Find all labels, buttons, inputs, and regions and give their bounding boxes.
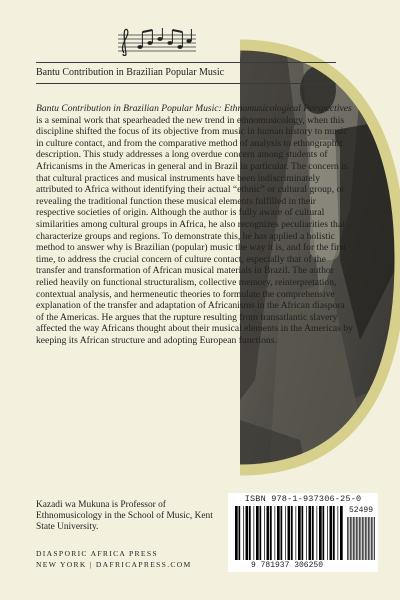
barcode-bar [275,506,276,560]
barcode-bar [370,517,371,560]
barcode-bar [309,506,312,560]
barcode-bar [330,506,333,560]
barcode-bar [285,506,286,560]
barcode-bar [306,506,307,560]
barcode-bar [355,517,356,560]
barcode-number: 9 781937 306250 [250,561,323,570]
author-bio-text: Kazadi wa Mukuna is Professor of Ethnomusicology in the School of Music, Kent State University. [36,500,213,533]
barcode-bar [323,506,325,560]
barcode-bar [277,506,280,560]
barcode-bar [264,506,265,560]
description [36,103,354,346]
barcode-bar [358,517,359,560]
description-text: is a seminal work that spearheaded the new trend in ethnomusicology, when this discipline shifted the focus of its objective from music in human history to music in culture contact, and from the comparative method of analysis to ethnographic description. This study addresses a long overdue concern among students of Africanisms in the Americas in general and in Brazil in particular. The concern is that cultural practices and musical instruments have been indiscriminately attributed to Africa without identifying their actual “ethnic” or cultural group, or revealing the traditional function these musical elements fulfilled in their respective societies of origin. Although the author is fully aware of cultural similarities among cultural groups in Africa, he also recognizes peculiarities that characterize groups and regions. To demonstrate this, he has applied a holistic method to answer why is Brazilian (popular) music the way it is, and for the first time, to address the crucial concern of culture contact, especially that of the transfer and transformation of African musical materials in Brazil. The author relied heavily on functional structuralism, collective memory, reinterpretation, contextual analysis, and hermeneutic theories to formulate the comprehensive explanation of the transfer and adaptation of Africanisms in the African diaspora of the Americas. He argues that the rupture resulting from transatlantic slavery affected the way Africans thought about their musical elements in the Americas by keeping its African structure and adopting European functions. [36,114,353,346]
barcode-bar [356,517,357,560]
barcode-bar [359,517,360,560]
barcode-bar [349,517,350,560]
barcode-bar [327,506,328,560]
barcode-bar [350,517,351,560]
barcode-bar [270,506,272,560]
barcode-bar [302,506,304,560]
barcode-bar [267,506,270,560]
barcode-bar [298,506,301,560]
barcode-bar [246,506,249,560]
publisher-block [36,548,226,570]
barcode-bar [281,506,283,560]
barcode-bar [364,517,365,560]
barcode-bar [361,517,362,560]
barcode-bar [260,506,262,560]
barcode-bar [352,517,353,560]
barcode-bar [254,506,255,560]
barcode-bar [373,517,374,560]
author-bio [36,500,226,534]
barcode-bar [338,506,339,560]
barcode-bar [374,517,375,560]
barcode-bar [340,506,343,560]
publisher-location: NEW YORK | DAFRICAPRESS.COM [36,560,192,569]
barcode-bar [235,506,238,560]
publisher-name: DIASPORIC AFRICA PRESS [36,549,158,558]
book-title: Bantu Contribution in Brazilian Popular Music: Ethnomusicological Perspectives [36,103,352,114]
barcode-bar [317,506,318,560]
barcode-bar [347,517,348,560]
description-paragraph [36,103,354,346]
series-title: Bantu Contribution in Brazilian Popular Music [36,62,336,84]
barcode-bar [239,506,241,560]
supplement-code: 52499 [348,506,373,515]
barcode-bar [362,517,363,560]
barcode-bar [243,506,244,560]
barcode-bar [291,506,293,560]
barcode-bar [249,506,251,560]
ean-barcode-bars [234,506,344,560]
barcode-bar [319,506,322,560]
barcode-bar [368,517,369,560]
barcode-bar [296,506,297,560]
barcode-bar [371,517,372,560]
barcode-bar [333,506,335,560]
isbn-label: ISBN 978-1-937306-25-0 [244,494,362,504]
barcode-bar [367,517,368,560]
music-staff-icon [116,26,198,56]
barcode-bar [256,506,259,560]
barcode-bar [312,506,314,560]
barcode-bar [353,517,354,560]
barcode-bar [288,506,291,560]
barcode [228,493,378,572]
barcode-bar [365,517,366,560]
